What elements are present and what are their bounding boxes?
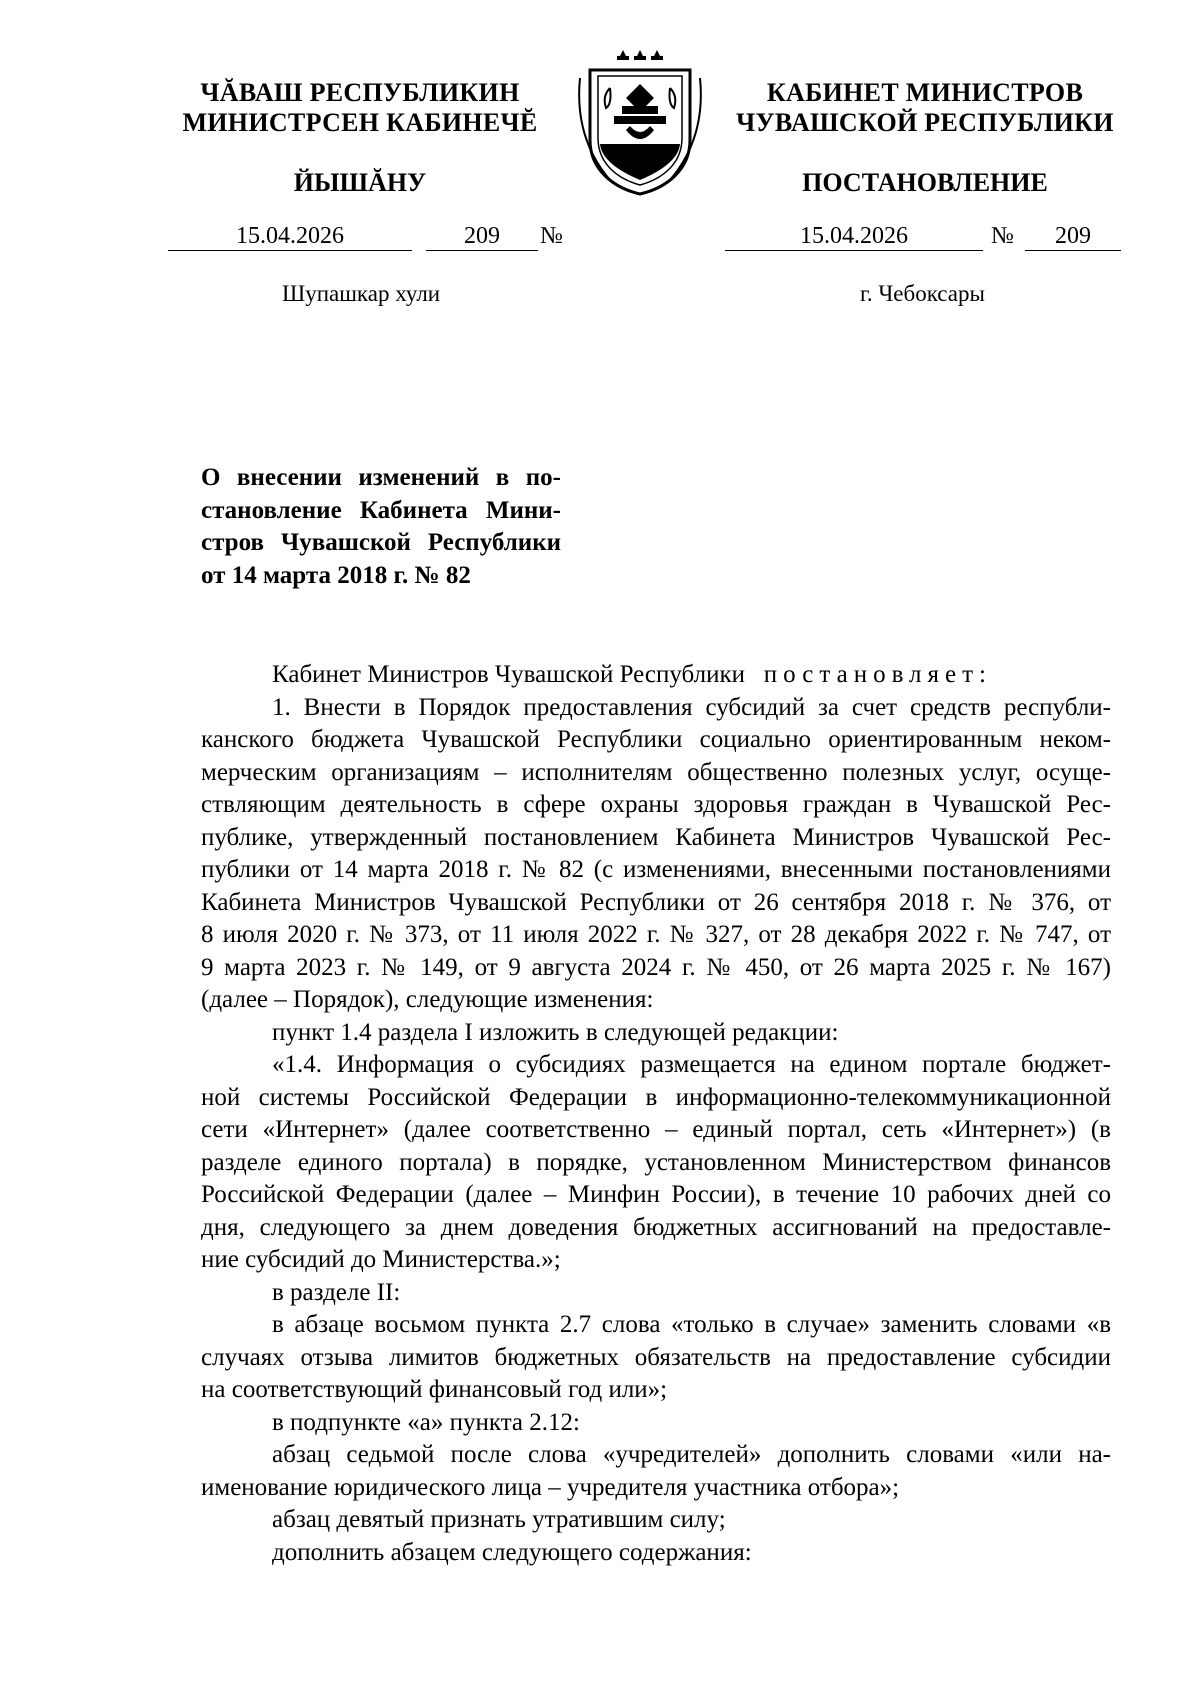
place-chuvash: Шупашкар хули bbox=[282, 281, 441, 306]
date-right: 15.04.2026 bbox=[725, 222, 983, 251]
number-right: 209 bbox=[1025, 222, 1121, 251]
body-line: публики от 14 марта 2018 г. № 82 (с изменениями, внесенными постановлениями bbox=[201, 856, 1111, 883]
body-line: публике, утвержденный постановлением Кабинета Министров Чувашской Рес- bbox=[201, 823, 1111, 851]
body-line: в подпункте «а» пункта 2.12: bbox=[272, 1408, 580, 1436]
preamble-verb: постановляет: bbox=[763, 661, 993, 688]
body-line: Российской Федерации (далее – Минфин России), в течение 10 рабочих дней со bbox=[201, 1181, 1111, 1208]
body-line: в разделе II: bbox=[272, 1278, 401, 1306]
body-line: «1.4. Информация о субсидиях размещается на едином портале бюджет- bbox=[272, 1051, 1111, 1078]
title-line: становление Кабинета Мини- bbox=[201, 496, 561, 524]
body-line: Кабинета Министров Чувашской Республики от 26 сентября 2018 г. № 376, от bbox=[201, 888, 1111, 916]
body-line: дня, следующего за днем доведения бюджетных ассигнований на предоставле- bbox=[201, 1213, 1111, 1241]
body-line: в абзаце восьмом пункта 2.7 слова «только в случае» заменить словами «в bbox=[272, 1311, 1111, 1338]
place-russian: г. Чебоксары bbox=[860, 281, 985, 306]
body-line: разделе единого портала) в порядке, установленном Министерством финансов bbox=[201, 1148, 1111, 1176]
preamble-main: Кабинет Министров Чувашской Республики bbox=[272, 661, 746, 688]
preamble bbox=[201, 659, 1111, 692]
header-left-line2: МИНИСТРСЕН КАБИНЕЧĔ bbox=[182, 108, 538, 137]
number-sign-right: № bbox=[991, 223, 1014, 249]
body-line: именование юридического лица – учредителя участника отбора»; bbox=[201, 1473, 900, 1501]
body-line: абзац седьмой после слова «учредителей» дополнить словами «или на- bbox=[272, 1441, 1111, 1468]
header-right-doc-type: ПОСТАНОВЛЕНИЕ bbox=[802, 168, 1048, 197]
body-line: пункт 1.4 раздела I изложить в следующей редакции: bbox=[272, 1018, 839, 1046]
number-sign-left: № bbox=[540, 223, 563, 249]
body-line: 8 июля 2020 г. № 373, от 11 июля 2022 г. № 327, от 28 декабря 2022 г. № 747, от bbox=[201, 921, 1111, 948]
header-left-line1: ЧĂВАШ РЕСПУБЛИКИН bbox=[200, 78, 520, 107]
document-title bbox=[201, 462, 561, 592]
coat-of-arms-emblem bbox=[570, 48, 710, 198]
body-line: ствляющим деятельность в сфере охраны здоровья граждан в Чувашской Рес- bbox=[201, 791, 1111, 818]
body-line: на соответствующий финансовый год или»; bbox=[201, 1376, 668, 1403]
registration-left bbox=[168, 222, 568, 252]
body-line: 9 марта 2023 г. № 149, от 9 августа 2024 г. № 450, от 26 марта 2025 г. № 167) bbox=[201, 953, 1111, 981]
header-right-line2: ЧУВАШСКОЙ РЕСПУБЛИКИ bbox=[736, 108, 1114, 137]
title-line: О внесении изменений в по- bbox=[201, 464, 561, 491]
body-line: канского бюджета Чувашской Республики социально ориентированным неком- bbox=[201, 726, 1111, 753]
body-line: ние субсидий до Министерства.»; bbox=[201, 1246, 561, 1273]
header-russian-block bbox=[725, 78, 1125, 198]
body-line: 1. Внести в Порядок предоставления субсидий за счет средств республи- bbox=[272, 693, 1111, 721]
body-line: ной системы Российской Федерации в информационно-телекоммуникационной bbox=[201, 1083, 1111, 1111]
registration-right bbox=[725, 222, 1125, 252]
body-line: (далее – Порядок), следующие изменения: bbox=[201, 986, 654, 1013]
header-left-doc-type: ЙЫШĂНУ bbox=[293, 168, 427, 197]
title-line: от 14 марта 2018 г. № 82 bbox=[201, 561, 471, 589]
body-line: абзац девятый признать утратившим силу; bbox=[272, 1506, 726, 1533]
body-line: дополнить абзацем следующего содержания: bbox=[272, 1538, 752, 1566]
header-right-line1: КАБИНЕТ МИНИСТРОВ bbox=[766, 78, 1084, 107]
body-line: случаях отзыва лимитов бюджетных обязательств на предоставление субсидии bbox=[201, 1343, 1111, 1371]
date-left: 15.04.2026 bbox=[168, 222, 412, 251]
body-line: мерческим организациям – исполнителям общественно полезных услуг, осуще- bbox=[201, 758, 1111, 786]
title-line: стров Чувашской Республики bbox=[201, 529, 561, 556]
document-body bbox=[201, 659, 1111, 1569]
header-chuvash-block bbox=[170, 78, 550, 198]
body-line: сети «Интернет» (далее соответственно – единый портал, сеть «Интернет») (в bbox=[201, 1116, 1111, 1143]
number-left: 209 bbox=[426, 222, 538, 251]
